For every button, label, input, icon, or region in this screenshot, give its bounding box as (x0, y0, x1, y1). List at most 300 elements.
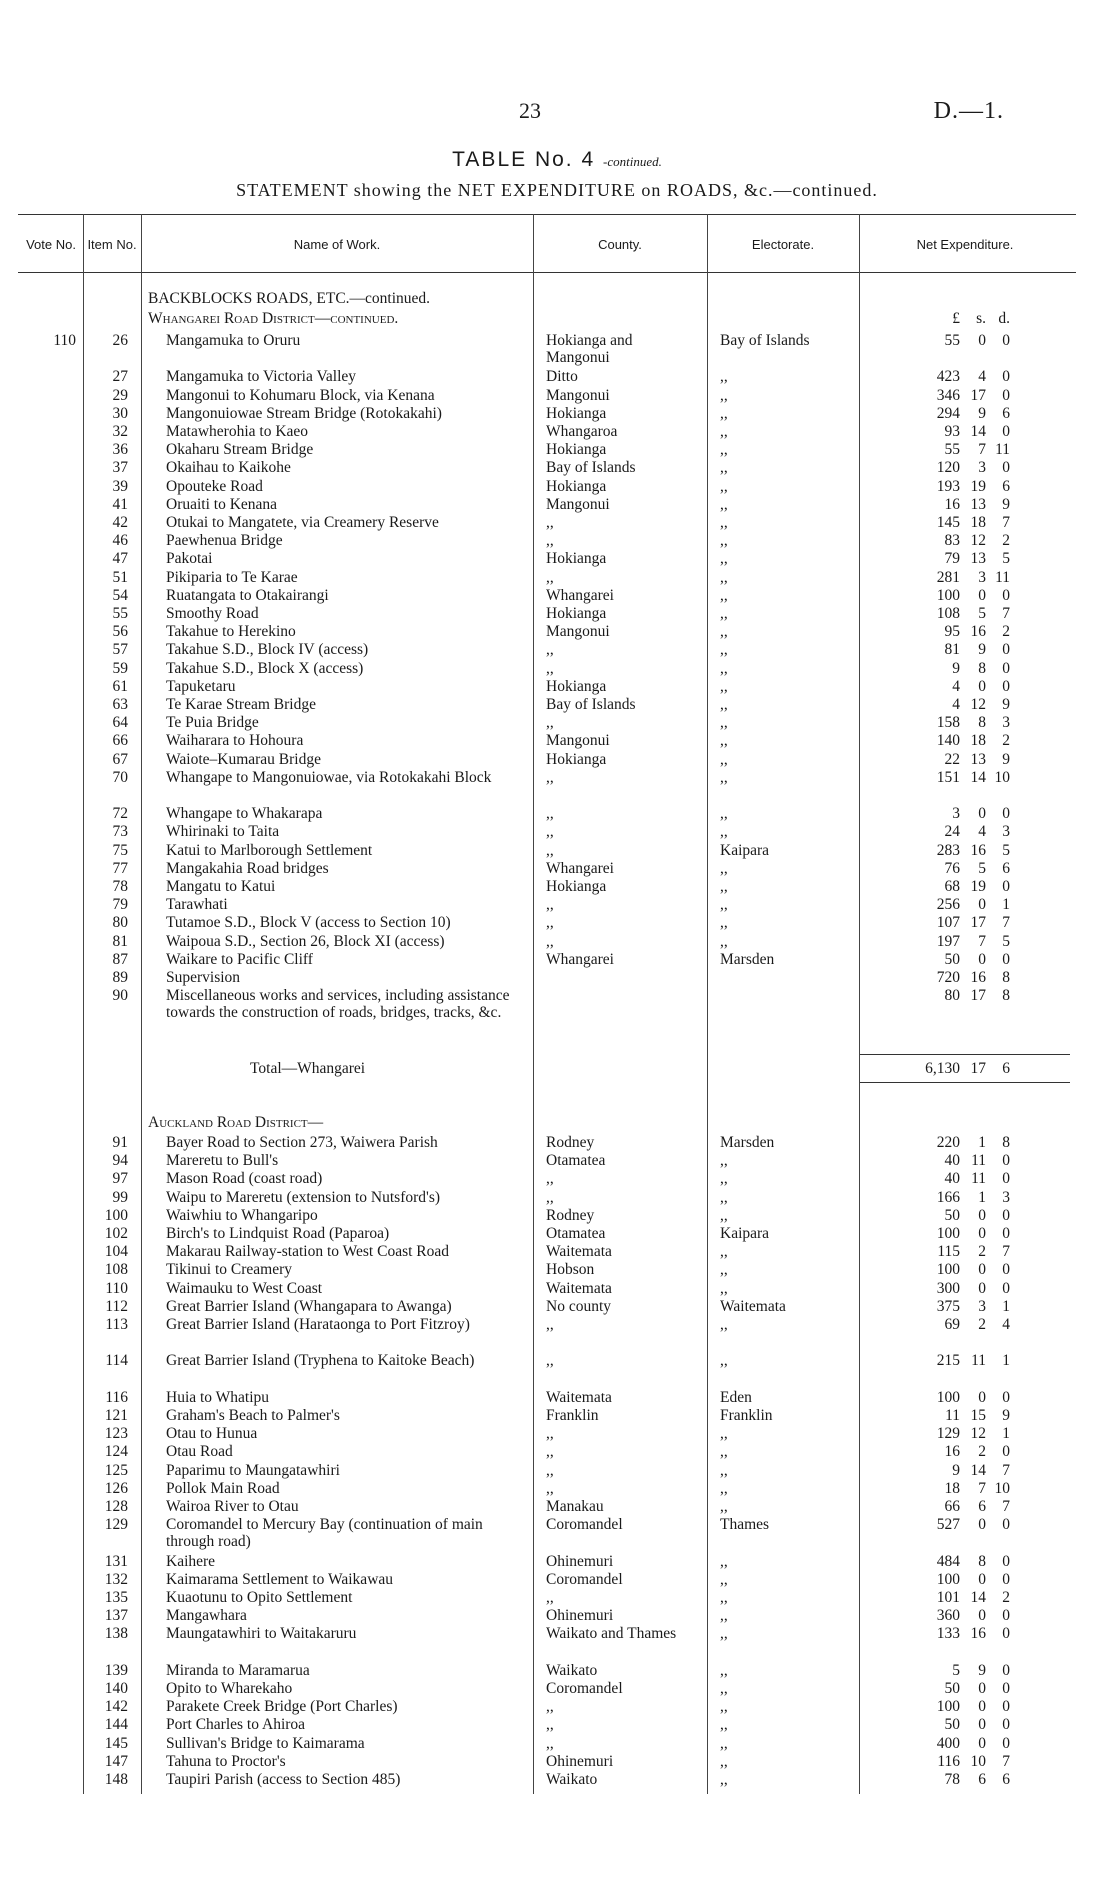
amount-pence: 11 (995, 441, 1010, 459)
amount-pence: 0 (1002, 1661, 1010, 1679)
item-number: 139 (104, 1661, 128, 1679)
amount-pounds: 40 (944, 1170, 960, 1188)
col-header-electorate: Electorate. (751, 237, 815, 252)
county: ,, (546, 514, 554, 531)
amount-shillings: 19 (970, 878, 986, 895)
item-number: 112 (105, 1297, 128, 1315)
amount-pence: 6 (1002, 1771, 1010, 1788)
amount-pounds: 68 (944, 878, 960, 895)
work-name: Birch's to Lindquist Road (Paparoa) (166, 1225, 390, 1242)
county: ,, (546, 1461, 554, 1479)
item-number: 99 (112, 1188, 128, 1206)
work-name: Maungatawhiri to Waitakaruru (166, 1625, 357, 1643)
work-name: Huia to Whatipu (166, 1388, 270, 1406)
amount-shillings: 8 (978, 1552, 986, 1570)
total-rule-top (860, 1054, 1070, 1055)
work-name: Takahue S.D., Block IV (access) (166, 641, 369, 659)
table-title-text: TABLE No. 4 (452, 148, 596, 171)
county: Waitemata (546, 1279, 612, 1297)
item-number: 73 (112, 823, 128, 841)
county: No county (546, 1297, 612, 1315)
amount-pounds: 83 (944, 532, 960, 550)
amount-shillings: 14 (970, 423, 986, 440)
electorate: ,, (720, 1206, 728, 1224)
amount-pence: 8 (1002, 1134, 1010, 1151)
amount-shillings: 5 (978, 605, 986, 622)
amount-pence: 9 (1002, 750, 1010, 768)
amount-pounds: 16 (944, 1443, 960, 1461)
item-number: 70 (112, 768, 128, 786)
amount-pence: 0 (1002, 641, 1010, 659)
amount-pounds: 100 (936, 1388, 960, 1406)
county: Mangonui (546, 623, 610, 641)
amount-pounds: 18 (944, 1479, 960, 1497)
electorate: ,, (720, 441, 728, 459)
work-name: Mangamuka to Oruru (166, 332, 301, 349)
county: Ohinemuri (546, 1552, 614, 1570)
electorate: ,, (720, 368, 728, 386)
amount-shillings: 11 (971, 1352, 986, 1370)
work-name: Great Barrier Island (Tryphena to Kaitoke Beach) (166, 1352, 475, 1370)
amount-shillings: 3 (978, 568, 986, 586)
amount-pence: 0 (1002, 1279, 1010, 1297)
work-name: Waiote–Kumarau Bridge (166, 750, 321, 768)
electorate: ,, (720, 914, 728, 932)
item-number: 61 (112, 677, 128, 695)
electorate: ,, (720, 1625, 728, 1643)
amount-pounds: 100 (936, 1570, 960, 1588)
col-header-net-expenditure: Net Expenditure. (916, 237, 1014, 252)
amount-pence: 7 (1002, 914, 1010, 932)
work-name: Takahue S.D., Block X (access) (166, 659, 364, 677)
col-divider (859, 214, 860, 1794)
work-name: Tutamoe S.D., Block V (access to Section 10) (166, 914, 451, 932)
amount-pence: 0 (1002, 1680, 1010, 1697)
county: Ohinemuri (546, 1752, 614, 1770)
electorate: ,, (720, 1734, 728, 1752)
amount-pounds: 66 (944, 1498, 960, 1515)
work-name: Waiharara to Hohoura (166, 732, 304, 750)
amount-pounds: 484 (936, 1552, 960, 1570)
amount-shillings: 16 (970, 841, 986, 859)
amount-pence: 0 (1002, 1716, 1010, 1734)
amount-pence: 7 (1002, 1498, 1010, 1515)
col-header-name: Name of Work. (293, 237, 381, 252)
currency-shillings: s. (976, 310, 986, 327)
amount-shillings: 14 (970, 768, 986, 786)
county: ,, (546, 1443, 554, 1461)
amount-pence: 10 (994, 768, 1010, 786)
amount-shillings: 0 (978, 1680, 986, 1697)
amount-pounds: 375 (936, 1297, 960, 1315)
work-name: Coromandel to Mercury Bay (continuation of main through road) (166, 1516, 483, 1551)
county: Hokianga (546, 477, 607, 495)
item-number: 138 (104, 1625, 128, 1643)
work-name: Opito to Wharekaho (166, 1680, 293, 1697)
electorate: ,, (720, 1152, 728, 1170)
work-name: Tahuna to Proctor's (166, 1752, 286, 1770)
item-number: 132 (104, 1570, 128, 1588)
amount-shillings: 12 (970, 696, 986, 713)
county: ,, (546, 823, 554, 841)
work-name: Tapuketaru (166, 677, 236, 695)
amount-shillings: 9 (978, 641, 986, 659)
total-rule-bottom (860, 1082, 1070, 1083)
work-name: Port Charles to Ahiroa (166, 1716, 306, 1734)
item-number: 29 (112, 386, 128, 404)
county: ,, (546, 1698, 554, 1716)
county: Whangarei (546, 859, 614, 877)
electorate: ,, (720, 1279, 728, 1297)
amount-pounds: 95 (944, 623, 960, 641)
work-name: Wairoa River to Otau (166, 1498, 299, 1515)
amount-pounds: 360 (936, 1607, 960, 1625)
electorate: ,, (720, 768, 728, 786)
electorate: ,, (720, 1479, 728, 1497)
amount-pence: 11 (995, 568, 1010, 586)
amount-shillings: 2 (978, 1243, 986, 1261)
amount-pounds: 120 (936, 459, 960, 477)
amount-shillings: 0 (978, 805, 986, 823)
item-number: 144 (104, 1716, 128, 1734)
amount-pence: 0 (1002, 1552, 1010, 1570)
amount-pence: 1 (1002, 1297, 1010, 1315)
amount-pence: 0 (1002, 1734, 1010, 1752)
item-number: 142 (104, 1698, 128, 1716)
amount-shillings: 17 (970, 987, 986, 1005)
header-bottom-rule (18, 272, 1076, 273)
amount-pence: 9 (1002, 1407, 1010, 1424)
amount-shillings: 0 (978, 1734, 986, 1752)
item-number: 110 (105, 1279, 128, 1297)
amount-shillings: 14 (970, 1461, 986, 1479)
county: Ohinemuri (546, 1607, 614, 1625)
amount-pence: 5 (1002, 841, 1010, 859)
amount-pence: 1 (1002, 1425, 1010, 1443)
county: ,, (546, 1589, 554, 1606)
work-name: Waikare to Pacific Cliff (166, 950, 313, 968)
amount-pence: 0 (1002, 1570, 1010, 1588)
amount-pounds: 129 (936, 1425, 960, 1443)
amount-pounds: 100 (936, 1698, 960, 1716)
item-number: 128 (104, 1498, 128, 1515)
county: ,, (546, 659, 554, 677)
item-number: 148 (104, 1771, 128, 1788)
amount-pence: 0 (1002, 805, 1010, 823)
county: Otamatea (546, 1152, 606, 1170)
item-number: 100 (104, 1206, 128, 1224)
county: Waikato (546, 1771, 598, 1788)
electorate: ,, (720, 568, 728, 586)
item-number: 140 (104, 1680, 128, 1697)
county: Otamatea (546, 1225, 606, 1242)
amount-pounds: 11 (945, 1407, 960, 1424)
col-header-vote: Vote No. (26, 237, 76, 252)
item-number: 26 (112, 332, 128, 349)
electorate: ,, (720, 459, 728, 477)
electorate: ,, (720, 1316, 728, 1333)
electorate: ,, (720, 659, 728, 677)
work-name: Kaimarama Settlement to Waikawau (166, 1570, 394, 1588)
item-number: 137 (104, 1607, 128, 1625)
amount-shillings: 7 (978, 1479, 986, 1497)
amount-pence: 0 (1002, 1261, 1010, 1279)
electorate: ,, (720, 1243, 728, 1261)
amount-shillings: 0 (978, 677, 986, 695)
amount-pence: 0 (1002, 1206, 1010, 1224)
amount-pounds: 100 (936, 1261, 960, 1279)
item-number: 135 (104, 1589, 128, 1606)
county: ,, (546, 768, 554, 786)
work-name: Takahue to Herekino (166, 623, 296, 641)
county: Coromandel (546, 1680, 623, 1697)
amount-shillings: 15 (970, 1407, 986, 1424)
amount-shillings: 0 (978, 950, 986, 968)
electorate: Thames (720, 1516, 770, 1534)
county: Mangonui (546, 386, 610, 404)
amount-shillings: 3 (978, 459, 986, 477)
item-number: 66 (112, 732, 128, 750)
amount-pence: 7 (1002, 1461, 1010, 1479)
item-number: 90 (112, 987, 128, 1005)
work-name: Paewhenua Bridge (166, 532, 283, 550)
electorate: ,, (720, 1607, 728, 1625)
work-name: Pollok Main Road (166, 1479, 280, 1497)
item-number: 75 (112, 841, 128, 859)
work-name: Ruatangata to Otakairangi (166, 586, 329, 604)
county: ,, (546, 1316, 554, 1333)
amount-shillings: 0 (978, 1206, 986, 1224)
county: ,, (546, 568, 554, 586)
county: Hokianga (546, 404, 607, 422)
amount-pence: 0 (1002, 878, 1010, 895)
electorate: Marsden (720, 1134, 775, 1151)
amount-shillings: 18 (970, 732, 986, 750)
electorate: ,, (720, 1443, 728, 1461)
work-name: Whangape to Mangonuiowae, via Rotokakahi Block (166, 768, 492, 786)
amount-pence: 9 (1002, 696, 1010, 713)
electorate: ,, (720, 1552, 728, 1570)
amount-pounds: 220 (936, 1134, 960, 1151)
amount-shillings: 8 (978, 659, 986, 677)
work-name: Oruaiti to Kenana (166, 495, 278, 513)
electorate: ,, (720, 805, 728, 823)
item-number: 102 (104, 1225, 128, 1242)
electorate: ,, (720, 495, 728, 513)
currency-pence: d. (998, 310, 1010, 327)
county: Franklin (546, 1407, 599, 1424)
county: Mangonui (546, 495, 610, 513)
county: Coromandel (546, 1570, 623, 1588)
amount-pounds: 69 (944, 1316, 960, 1333)
county: ,, (546, 1188, 554, 1206)
district-heading-text: Whangarei Road District—continued. (148, 310, 399, 327)
county: Whangarei (546, 586, 614, 604)
item-number: 129 (104, 1516, 128, 1534)
item-number: 147 (104, 1752, 128, 1770)
electorate: ,, (720, 750, 728, 768)
amount-pounds: 215 (936, 1352, 960, 1370)
work-name: Whirinaki to Taita (166, 823, 280, 841)
work-name: Paparimu to Maungatawhiri (166, 1461, 340, 1479)
total-label: Total—Whangarei (250, 1060, 366, 1077)
work-name: Tarawhati (166, 896, 228, 914)
amount-pence: 2 (1002, 532, 1010, 550)
electorate: ,, (720, 404, 728, 422)
item-number: 59 (112, 659, 128, 677)
amount-shillings: 16 (970, 623, 986, 641)
amount-pounds: 4 (952, 696, 960, 713)
work-name: Okaharu Stream Bridge (166, 441, 314, 459)
amount-pounds: 100 (936, 1225, 960, 1242)
amount-pounds: 423 (936, 368, 960, 386)
work-name: Mangatu to Katui (166, 878, 276, 895)
item-number: 116 (105, 1388, 128, 1406)
electorate: ,, (720, 932, 728, 950)
item-number: 30 (112, 404, 128, 422)
amount-pence: 7 (1002, 514, 1010, 531)
county: Waikato and Thames (546, 1625, 677, 1643)
amount-shillings: 0 (978, 1279, 986, 1297)
item-number: 46 (112, 532, 128, 550)
county: Bay of Islands (546, 696, 636, 713)
amount-pence: 7 (1002, 605, 1010, 622)
amount-pence: 0 (1002, 1625, 1010, 1643)
amount-shillings: 0 (978, 1607, 986, 1625)
item-number: 81 (112, 932, 128, 950)
amount-pence: 1 (1002, 896, 1010, 914)
work-name: Mason Road (coast road) (166, 1170, 323, 1188)
amount-pounds: 50 (944, 1716, 960, 1734)
amount-pence: 0 (1002, 1698, 1010, 1716)
county: ,, (546, 1425, 554, 1443)
amount-pounds: 100 (936, 586, 960, 604)
item-number: 104 (104, 1243, 128, 1261)
work-name: Otau Road (166, 1443, 233, 1461)
amount-pounds: 133 (936, 1625, 960, 1643)
amount-shillings: 0 (978, 1698, 986, 1716)
item-number: 131 (104, 1552, 128, 1570)
amount-pounds: 193 (936, 477, 960, 495)
amount-pence: 8 (1002, 969, 1010, 986)
item-number: 126 (104, 1479, 128, 1497)
item-number: 42 (112, 514, 128, 531)
amount-shillings: 14 (970, 1589, 986, 1606)
amount-pounds: 50 (944, 1680, 960, 1697)
work-name: Otukai to Mangatete, via Creamery Reserve (166, 514, 439, 531)
electorate: ,, (720, 696, 728, 713)
item-number: 55 (112, 605, 128, 622)
county: Rodney (546, 1134, 595, 1151)
item-number: 77 (112, 859, 128, 877)
electorate: ,, (720, 1771, 728, 1788)
electorate: ,, (720, 532, 728, 550)
amount-shillings: 12 (970, 1425, 986, 1443)
amount-pence: 3 (1002, 714, 1010, 732)
item-number: 114 (105, 1352, 128, 1370)
amount-pounds: 80 (944, 987, 960, 1005)
amount-pounds: 283 (936, 841, 960, 859)
electorate: ,, (720, 641, 728, 659)
electorate: ,, (720, 605, 728, 622)
work-name: Okaihau to Kaikohe (166, 459, 291, 477)
work-name: Kaihere (166, 1552, 216, 1570)
county: Hokianga and Mangonui (546, 332, 633, 366)
amount-pounds: 55 (944, 441, 960, 459)
col-divider (141, 214, 142, 1794)
item-number: 41 (112, 495, 128, 513)
amount-shillings: 8 (978, 714, 986, 732)
county: ,, (546, 641, 554, 659)
item-number: 79 (112, 896, 128, 914)
electorate: ,, (720, 1425, 728, 1443)
amount-pence: 0 (1002, 1170, 1010, 1188)
item-number: 57 (112, 641, 128, 659)
county: ,, (546, 714, 554, 732)
electorate: ,, (720, 1461, 728, 1479)
county: Whangaroa (546, 423, 618, 440)
county: ,, (546, 805, 554, 823)
amount-pounds: 93 (944, 423, 960, 440)
amount-shillings: 17 (970, 386, 986, 404)
electorate: ,, (720, 823, 728, 841)
amount-shillings: 6 (978, 1498, 986, 1515)
district-heading-text: Auckland Road District— (148, 1114, 324, 1131)
amount-pence: 3 (1002, 1188, 1010, 1206)
amount-pounds: 197 (936, 932, 960, 950)
amount-pounds: 78 (944, 1771, 960, 1788)
work-name: Makarau Railway-station to West Coast Road (166, 1243, 450, 1261)
amount-shillings: 0 (978, 1570, 986, 1588)
amount-pence: 0 (1002, 1152, 1010, 1170)
electorate: ,, (720, 878, 728, 895)
work-name: Sullivan's Bridge to Kaimarama (166, 1734, 365, 1752)
item-number: 47 (112, 550, 128, 568)
amount-pence: 9 (1002, 495, 1010, 513)
item-number: 145 (104, 1734, 128, 1752)
amount-shillings: 11 (971, 1170, 986, 1188)
amount-pounds: 24 (944, 823, 960, 841)
amount-pounds: 55 (944, 332, 960, 349)
amount-shillings: 0 (978, 896, 986, 914)
amount-shillings: 3 (978, 1297, 986, 1315)
electorate: ,, (720, 1188, 728, 1206)
amount-pounds: 115 (937, 1243, 960, 1261)
table-title (0, 148, 1114, 172)
item-number: 87 (112, 950, 128, 968)
work-name: Waimauku to West Coast (166, 1279, 323, 1297)
item-number: 97 (112, 1170, 128, 1188)
amount-shillings: 5 (978, 859, 986, 877)
amount-pence: 8 (1002, 987, 1010, 1005)
county: ,, (546, 896, 554, 914)
item-number: 89 (112, 969, 128, 986)
county: Waitemata (546, 1243, 612, 1261)
item-number: 80 (112, 914, 128, 932)
work-name: Matawherohia to Kaeo (166, 423, 309, 440)
amount-pounds: 527 (936, 1516, 960, 1534)
electorate: Waitemata (720, 1297, 786, 1315)
item-number: 72 (112, 805, 128, 823)
item-number: 63 (112, 696, 128, 713)
amount-pounds: 281 (936, 568, 960, 586)
work-name: Parakete Creek Bridge (Port Charles) (166, 1698, 398, 1716)
electorate: Eden (720, 1388, 752, 1406)
amount-pounds: 9 (952, 659, 960, 677)
total-pence: 6 (1002, 1060, 1010, 1077)
electorate: Marsden (720, 950, 775, 968)
amount-pence: 0 (1002, 1607, 1010, 1625)
